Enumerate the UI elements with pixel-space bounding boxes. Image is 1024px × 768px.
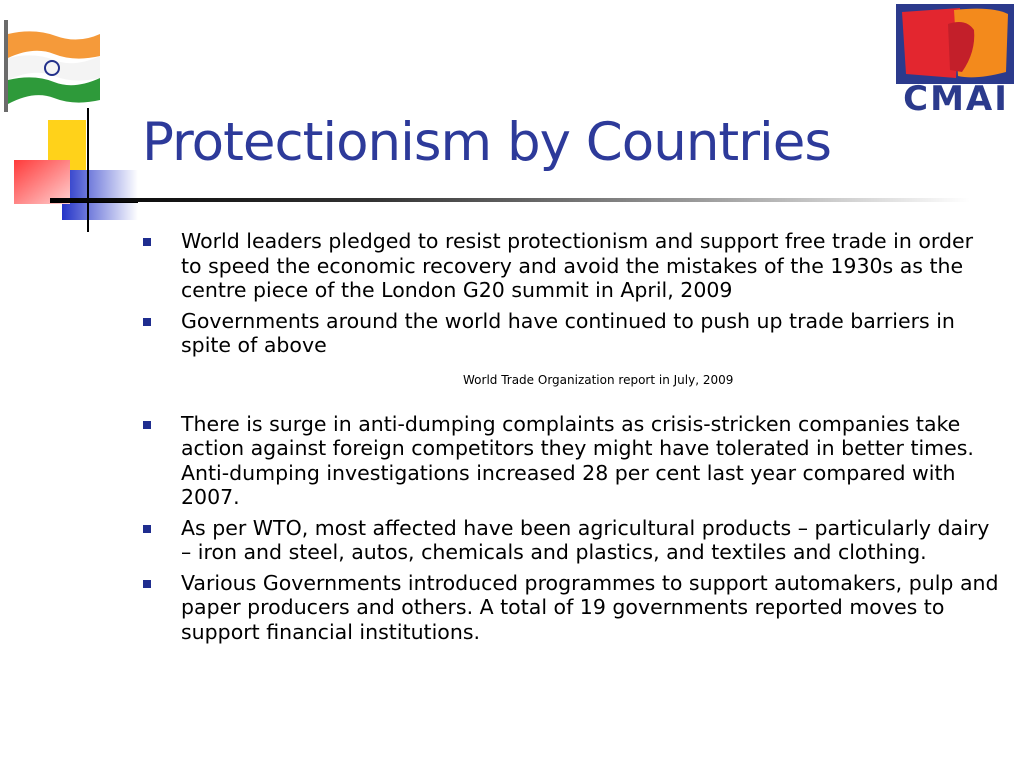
bullet-text: There is surge in anti-dumping complaints as crisis-stricken companies take action against foreign competitors they might have tolerated in better times. Anti-dumping investigations increased 28 per cent last year compared with 2007. — [181, 411, 974, 509]
bullet-item — [140, 412, 1000, 510]
bullet-item — [140, 229, 1000, 303]
bullet-text: Various Governments introduced programmes to support automakers, pulp and paper producers and others. A total of 19 governments reported moves to support financial institutions. — [181, 570, 999, 644]
slide-title: Protectionism by Countries — [142, 112, 831, 173]
source-note: World Trade Organization report in July, 2009 — [463, 373, 734, 387]
bullet-item — [140, 516, 1000, 565]
cmai-logo — [896, 4, 1016, 119]
bullet-marker-icon — [143, 238, 151, 246]
india-flag-icon — [4, 18, 104, 112]
bullet-text: As per WTO, most affected have been agricultural products – particularly dairy – iron and steel, autos, chemicals and plastics, and textiles and clothing. — [181, 515, 990, 564]
bullet-marker-icon — [143, 525, 151, 533]
title-divider — [50, 198, 970, 202]
bullet-text: Governments around the world have continued to push up trade barriers in spite of above — [181, 308, 955, 357]
bullet-marker-icon — [143, 580, 151, 588]
logo-text: CMAI — [903, 79, 1009, 119]
bullet-list — [140, 229, 1000, 650]
bullet-marker-icon — [143, 318, 151, 326]
bullet-item — [140, 571, 1000, 645]
bullet-text: World leaders pledged to resist protectionism and support free trade in order to speed the economic recovery and avoid the mistakes of the 1930s as the centre piece of the London G20 summit in April, 2009 — [181, 229, 974, 302]
decorative-squares — [8, 108, 138, 232]
logo-graphic — [896, 4, 1014, 86]
bullet-item — [140, 309, 1000, 358]
bullet-marker-icon — [143, 421, 151, 429]
